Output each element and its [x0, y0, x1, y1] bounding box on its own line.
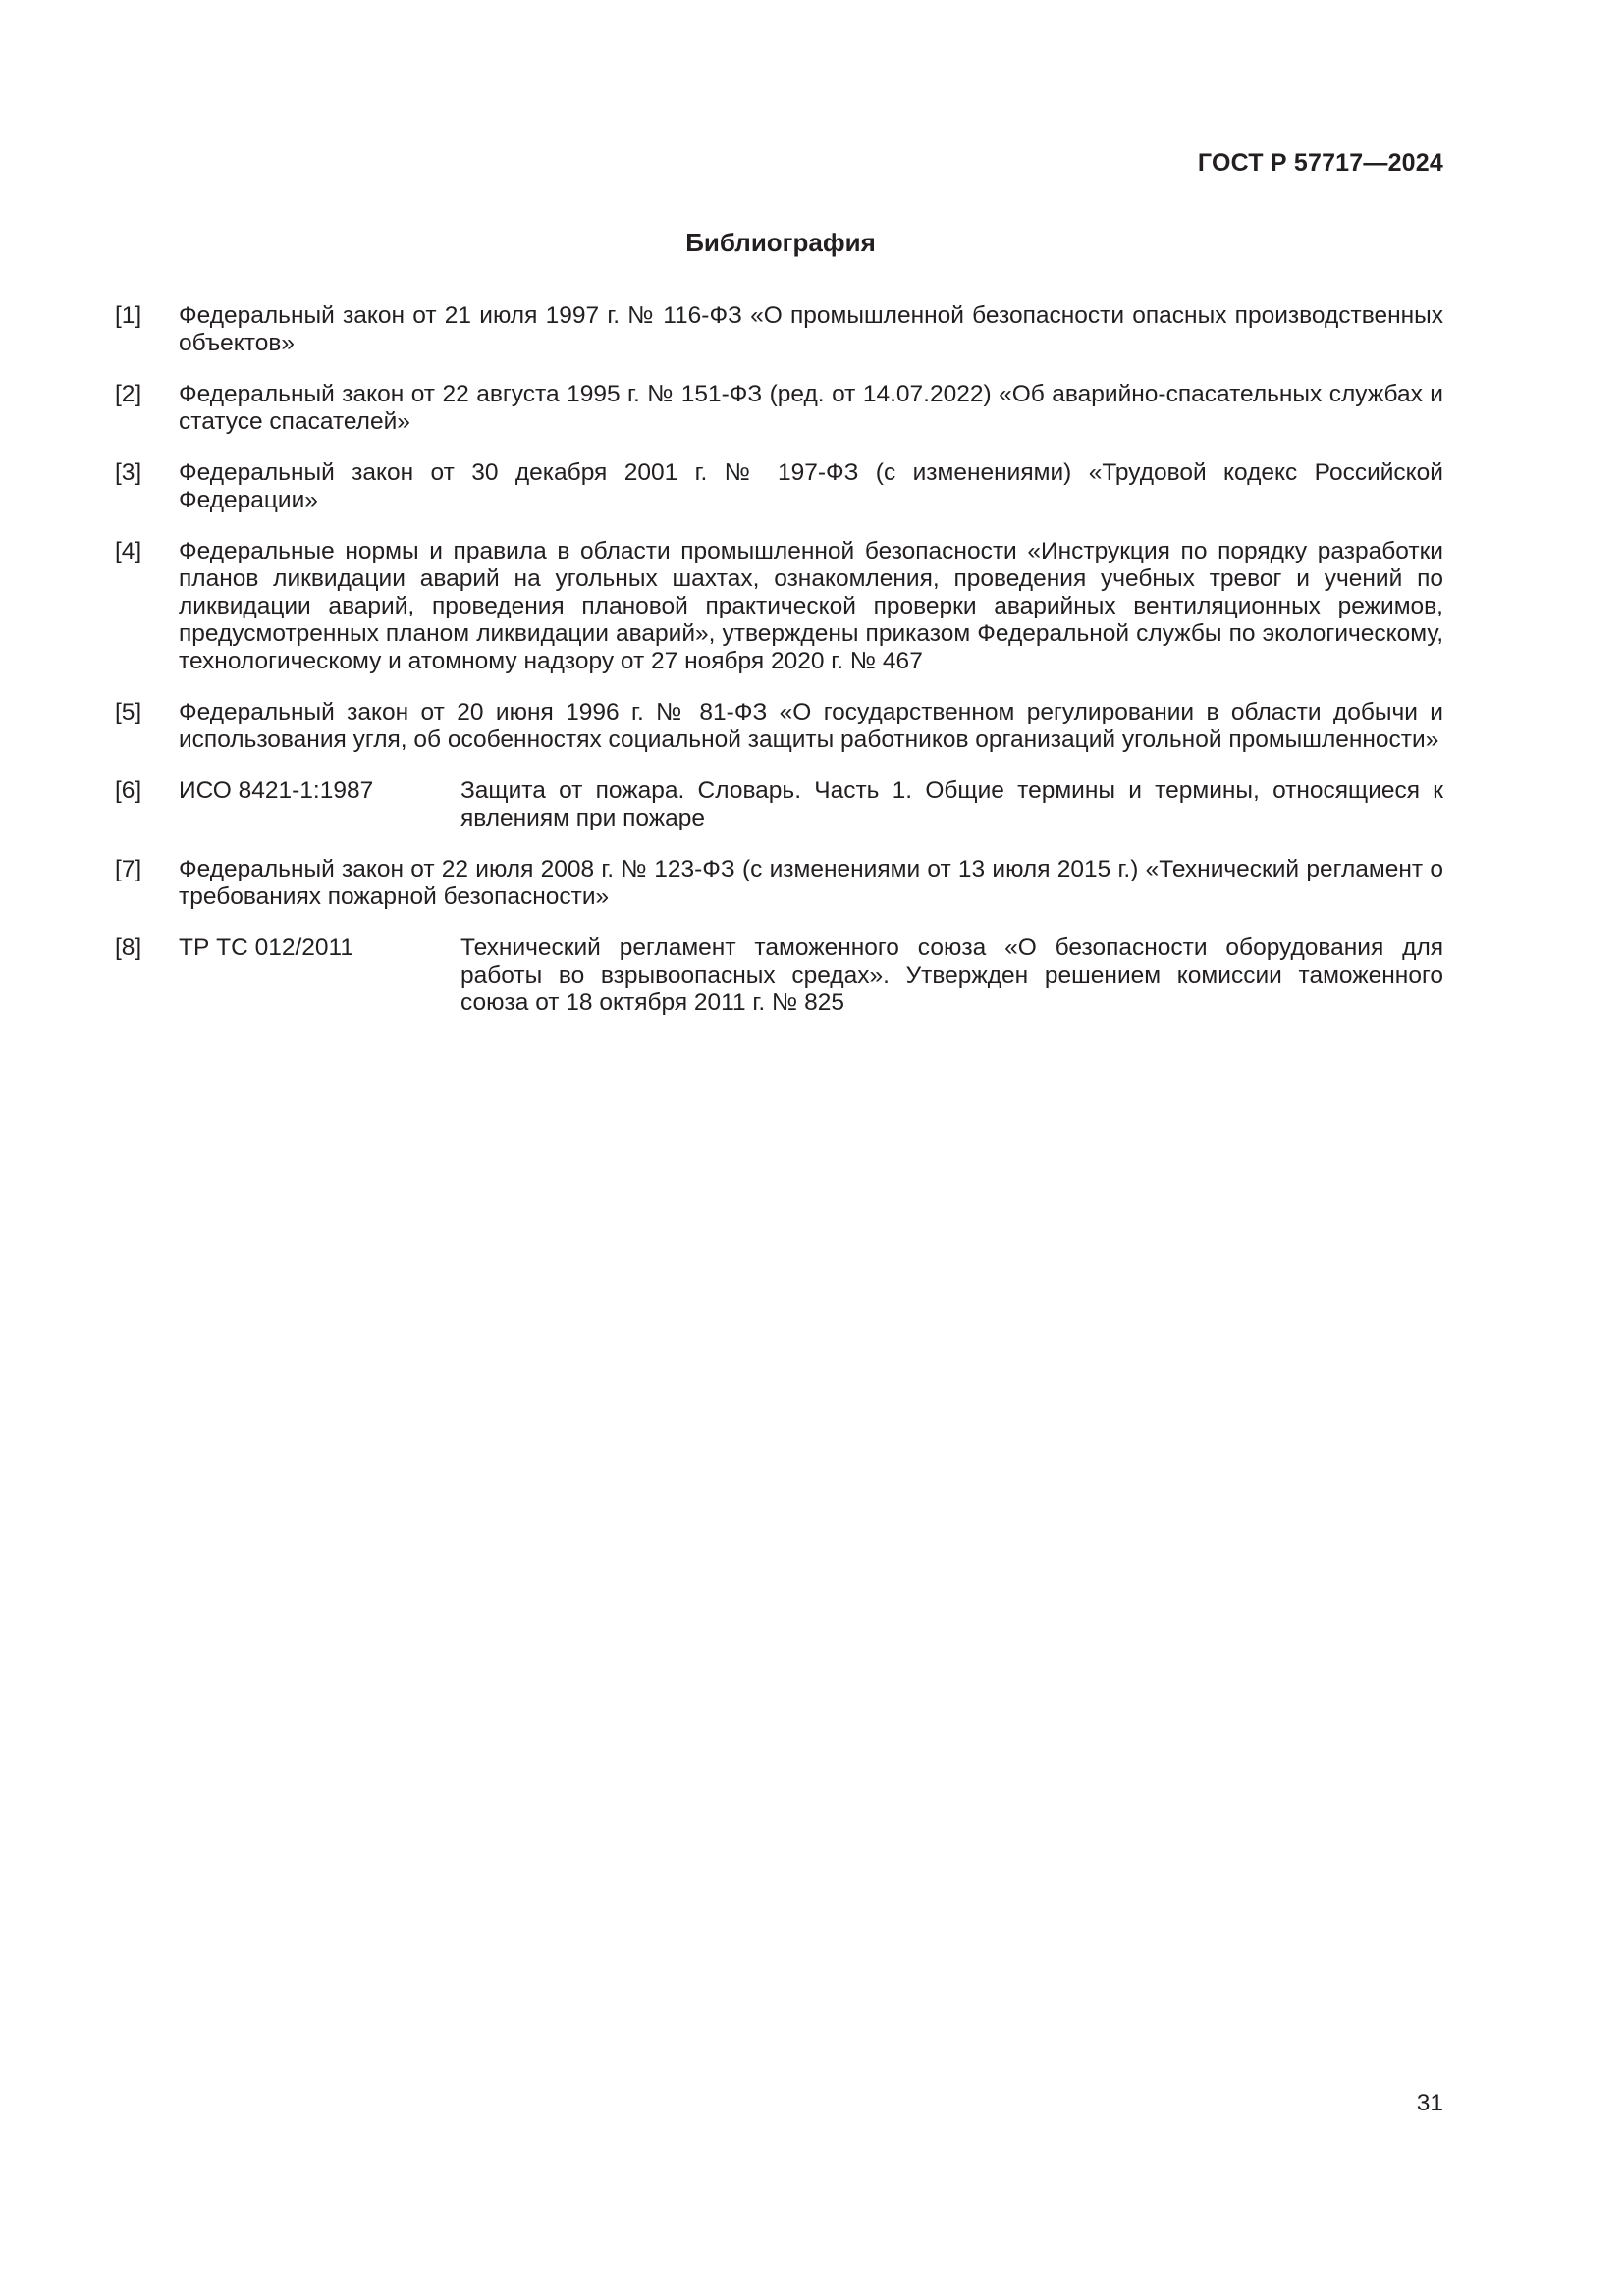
- entry-text: Федеральный закон от 30 декабря 2001 г. № 197-ФЗ (с изменениями) «Трудовой кодекс Российской Федерации»: [179, 459, 1443, 513]
- bibliography-entry: [115, 459, 1443, 514]
- entry-text: Защита от пожара. Словарь. Часть 1. Общие термины и термины, относящиеся к явлениям при пожаре: [460, 777, 1443, 831]
- entry-number: [3]: [115, 459, 142, 486]
- bibliography-entry: [115, 538, 1443, 675]
- entry-number: [6]: [115, 777, 142, 804]
- bibliography-entry: [115, 934, 1443, 1017]
- entry-text: Федеральный закон от 22 августа 1995 г. № 151-ФЗ (ред. от 14.07.2022) «Об аварийно-спасательных службах и статусе спасателей»: [179, 381, 1443, 435]
- entry-text: Федеральный закон от 22 июля 2008 г. № 123-ФЗ (с изменениями от 13 июля 2015 г.) «Технический регламент о требованиях пожарной безопасности»: [179, 856, 1443, 910]
- bibliography-entry: [115, 699, 1443, 754]
- section-title: Библиография: [685, 228, 876, 257]
- document-code-header: ГОСТ Р 57717—2024: [1197, 149, 1443, 177]
- entry-number: [5]: [115, 699, 142, 725]
- entry-text: Федеральный закон от 20 июня 1996 г. № 81-ФЗ «О государственном регулировании в области добычи и использования угля, об особенностях социальной защиты работников организаций угольной промышленности»: [179, 699, 1443, 753]
- entry-text: Федеральные нормы и правила в области промышленной безопасности «Инструкция по порядку разработки планов ликвидации аварий на угольных шахтах, ознакомления, проведения учебных тревог и учений по ликвидации аварий, проведения плановой практической проверки аварийных вентиляционных режимов, предусмотренных планом ликвидации аварий», утверждены приказом Федеральной службы по экологическому, технологическому и атомному надзору от 27 ноября 2020 г. № 467: [179, 538, 1443, 674]
- bibliography-entry: [115, 302, 1443, 357]
- bibliography-entry: [115, 777, 1443, 832]
- bibliography-entry: [115, 381, 1443, 436]
- entry-number: [4]: [115, 538, 142, 564]
- entry-text: Федеральный закон от 21 июля 1997 г. № 116-ФЗ «О промышленной безопасности опасных производственных объектов»: [179, 302, 1443, 356]
- entry-standard-code: ТР ТС 012/2011: [179, 934, 353, 961]
- page-number: 31: [1416, 2090, 1443, 2116]
- bibliography-entry: [115, 856, 1443, 911]
- entry-number: [1]: [115, 302, 142, 329]
- entry-number: [8]: [115, 934, 142, 961]
- bibliography-list: [115, 302, 1443, 1041]
- entry-text: Технический регламент таможенного союза «О безопасности оборудования для работы во взрывоопасных средах». Утвержден решением комиссии таможенного союза от 18 октября 2011 г. № 825: [460, 934, 1443, 1016]
- entry-standard-code: ИСО 8421-1:1987: [179, 777, 374, 804]
- entry-number: [2]: [115, 381, 142, 407]
- entry-number: [7]: [115, 856, 142, 882]
